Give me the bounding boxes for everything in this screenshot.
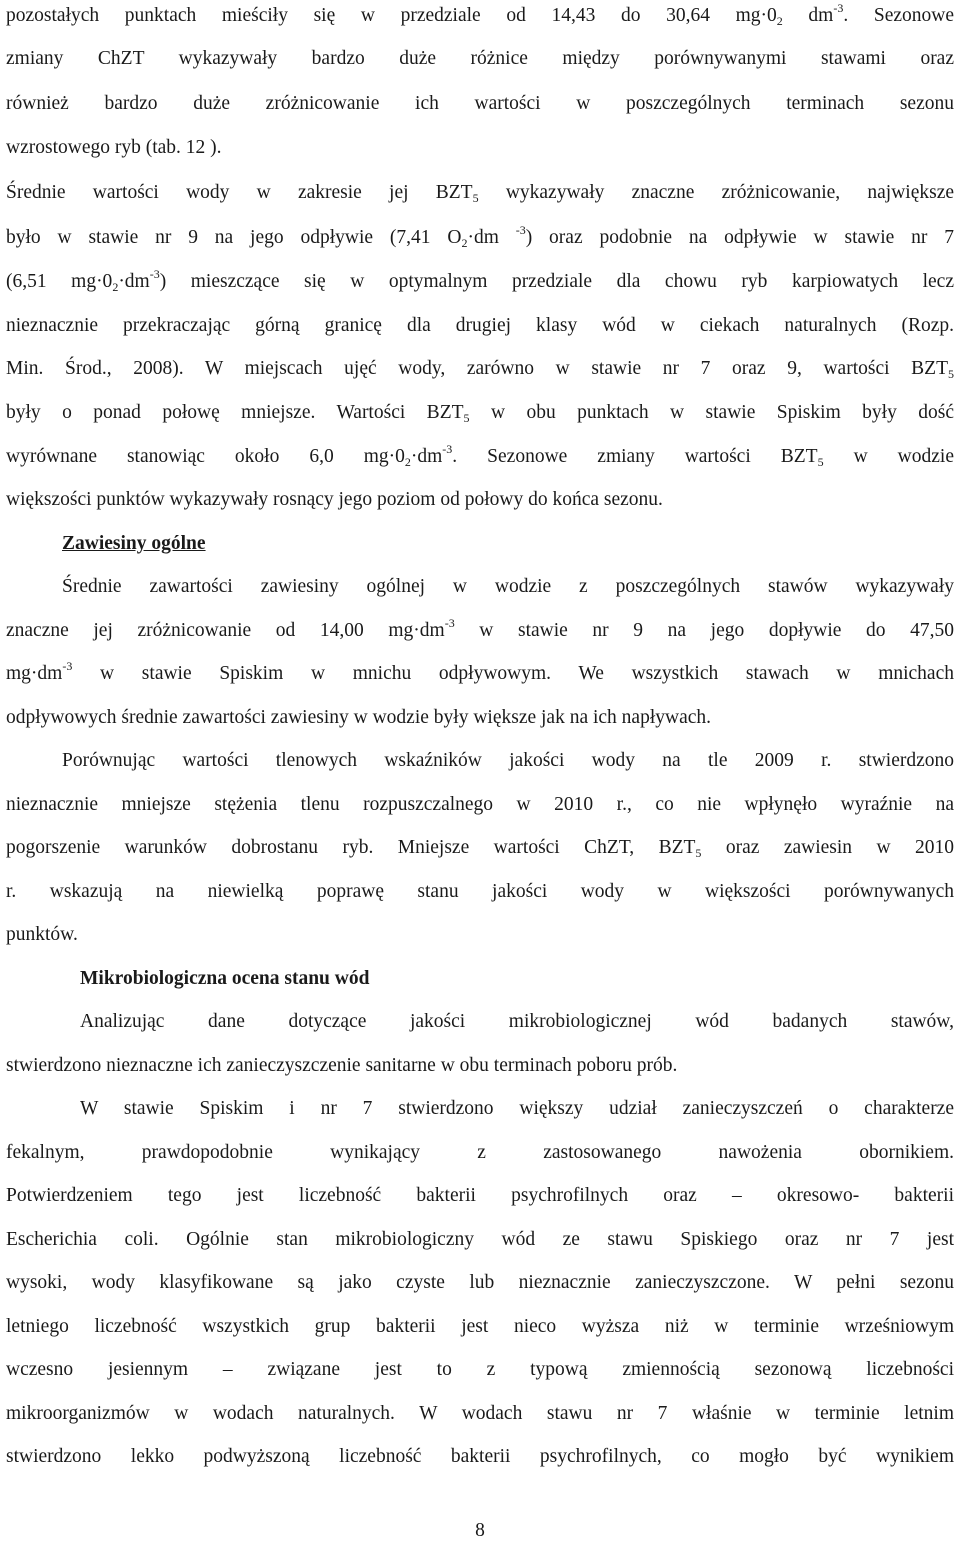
- text-line: nieznacznie przekraczając górną granicę dla drugiej klasy wód w ciekach naturalnych (Rozp.: [6, 315, 954, 336]
- text-line: wysoki, wody klasyfikowane są jako czyste lub nieznacznie zanieczyszczone. W pełni sezonu: [6, 1272, 954, 1293]
- text-line: były o ponad połowę mniejsze. Wartości $BZT_5$ w obu punktach w stawie Spiskim były dość: [6, 402, 954, 425]
- text-line: pogorszenie warunków dobrostanu ryb. Mniejsze wartości ChZT, $BZT_5$ oraz zawiesin w 2010: [6, 837, 954, 860]
- text-line: Min. Środ., 2008). W miejscach ujęć wody, zarówno w stawie nr 7 oraz 9, wartości $BZT_5$: [6, 358, 954, 381]
- text-line: mikroorganizmów w wodach naturalnych. W wodach stawu nr 7 właśnie w terminie letnim: [6, 1403, 954, 1424]
- text-line: Escherichia coli. Ogólnie stan mikrobiologiczny wód ze stawu Spiskiego oraz nr 7 jest: [6, 1229, 954, 1250]
- text-line: wzrostowego ryb (tab. 12 ).: [6, 137, 222, 158]
- text-line: Analizując dane dotyczące jakości mikrobiologicznej wód badanych stawów,: [80, 1011, 954, 1032]
- text-line: wczesno jesiennym – związane jest to z typową zmiennością sezonową liczebności: [6, 1359, 954, 1380]
- text-line: zmiany ChZT wykazywały bardzo duże różnice między porównywanymi stawami oraz: [6, 48, 954, 69]
- text-line: Potwierdzeniem tego jest liczebność bakterii psychrofilnych oraz – okresowo- bakterii: [6, 1185, 954, 1206]
- section-heading: Zawiesiny ogólne: [62, 533, 206, 554]
- text-line: $mg\cdot dm^{-3}$ w stawie Spiskim w mnichu odpływowym. We wszystkich stawach w mnichach: [6, 659, 954, 684]
- text-line: Średnie wartości wody w zakresie jej $BZT_5$ wykazywały znaczne zróżnicowanie, największe: [6, 182, 955, 205]
- text-line: znaczne jej zróżnicowanie od 14,00 $mg\cdot dm^{-3}$ w stawie nr 9 na jego dopływie do 47,50: [6, 616, 954, 641]
- page-number: 8: [475, 1520, 485, 1541]
- text-line: nieznacznie mniejsze stężenia tlenu rozpuszczalnego w 2010 r., co nie wpłynęło wyraźnie na: [6, 794, 954, 815]
- text-line: odpływowych średnie zawartości zawiesiny w wodzie były większe jak na ich napływach.: [6, 707, 712, 728]
- text-line: stwierdzono nieznaczne ich zanieczyszczenie sanitarne w obu terminach poboru prób.: [6, 1055, 678, 1076]
- text-line: punktów.: [6, 924, 78, 945]
- text-line: fekalnym, prawdopodobnie wynikający z zastosowanego nawożenia obornikiem.: [6, 1142, 954, 1163]
- text-line: pozostałych punktach mieściły się w przedziale od 14,43 do 30,64 $mg\cdot 0_2$ $dm^{-3}$. Sezonowe: [6, 1, 954, 28]
- text-line: wyrównane stanowiąc około 6,0 $mg\cdot 0_2\cdot dm^{-3}$. Sezonowe zmiany wartości $BZT_5$ w wodzie: [6, 442, 954, 469]
- text-line: r. wskazują na niewielką poprawę stanu jakości wody w większości porównywanych: [6, 881, 954, 902]
- text-line: było w stawie nr 9 na jego odpływie (7,41 $O_2\cdot dm$ $^{-3}$) oraz podobnie na odpływie w stawie nr 7: [6, 223, 954, 250]
- text-line: (6,51 $mg\cdot 0_2\cdot dm^{-3}$) mieszczące się w optymalnym przedziale dla chowu ryb karpiowatych lecz: [6, 267, 954, 294]
- text-line: również bardzo duże zróżnicowanie ich wartości w poszczególnych terminach sezonu: [6, 93, 954, 114]
- text-line: większości punktów wykazywały rosnący jego poziom od połowy do końca sezonu.: [6, 489, 663, 510]
- text-line: Porównując wartości tlenowych wskaźników jakości wody na tle 2009 r. stwierdzono: [62, 750, 954, 771]
- text-line: letniego liczebność wszystkich grup bakterii jest nieco wyższa niż w terminie wrześniowym: [6, 1316, 954, 1337]
- text-line: W stawie Spiskim i nr 7 stwierdzono większy udział zanieczyszczeń o charakterze: [80, 1098, 954, 1119]
- text-line: stwierdzono lekko podwyższoną liczebność bakterii psychrofilnych, co mogło być wynikiem: [6, 1446, 954, 1467]
- text-line: Średnie zawartości zawiesiny ogólnej w wodzie z poszczególnych stawów wykazywały: [62, 576, 954, 597]
- section-heading: Mikrobiologiczna ocena stanu wód: [80, 968, 370, 989]
